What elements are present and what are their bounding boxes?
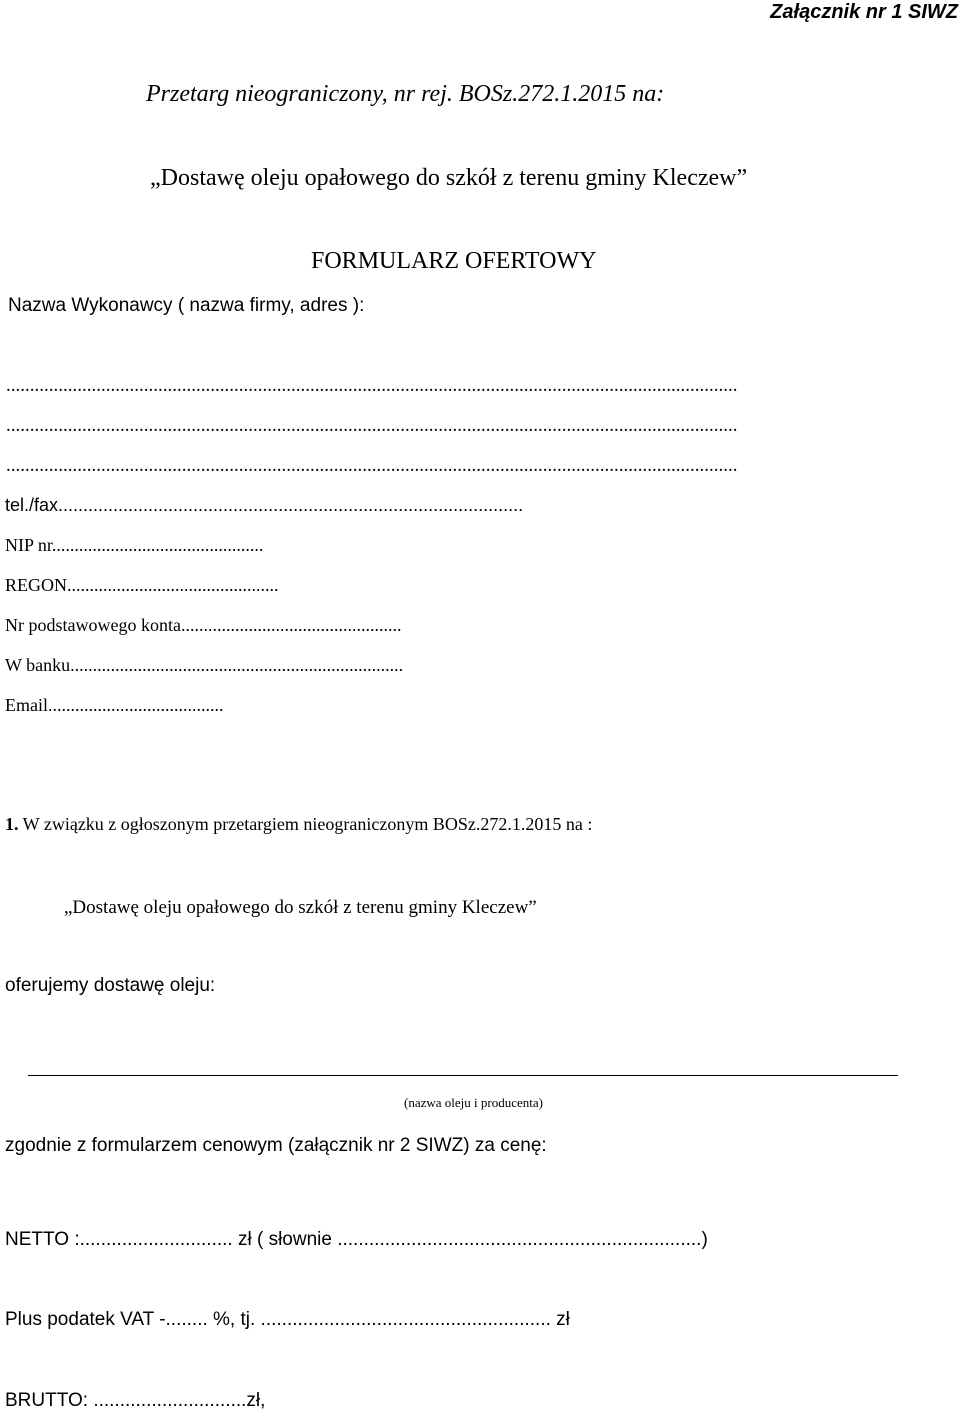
email-field: Email....................................... [5,695,224,715]
brutto-price-line: BRUTTO: .............................zł, [5,1390,266,1411]
contractor-address-line-2: .......................................................................................................................................................... [6,415,738,436]
oil-name-caption: (nazwa oleju i producenta) [404,1095,543,1110]
pricing-reference: zgodnie z formularzem cenowym (załącznik nr 2 SIWZ) za cenę: [5,1135,547,1156]
netto-price-line: NETTO :............................. zł ( słownie .....................................................................) [5,1229,708,1250]
attachment-label: Załącznik nr 1 SIWZ [770,1,958,23]
vat-line: Plus podatek VAT -........ %, tj. ....................................................... zł [5,1309,570,1330]
tender-subject: „Dostawę oleju opałowego do szkół z terenu gminy Kleczew” [150,165,748,191]
oil-name-blank-line [28,1075,898,1076]
declaration-line [5,815,592,833]
contractor-address-line-3: .......................................................................................................................................................... [6,455,738,476]
bank-account-field: Nr podstawowego konta................................................. [5,615,402,635]
tel-fax-field: tel./fax............................................................................................. [5,495,524,515]
regon-field: REGON............................................... [5,575,279,595]
offer-label: oferujemy dostawę oleju: [5,975,216,996]
contractor-name-label: Nazwa Wykonawcy ( nazwa firmy, adres ): [8,295,365,316]
declaration-text: W związku z ogłoszonym przetargiem nieograniczonym BOSz.272.1.2015 na : [18,814,593,834]
tender-subtitle: Przetarg nieograniczony, nr rej. BOSz.272.1.2015 na: [146,81,665,107]
declaration-number: 1. [5,814,19,834]
contractor-address-line-1: .......................................................................................................................................................... [6,375,738,396]
declaration-subject: „Dostawę oleju opałowego do szkół z terenu gminy Kleczew” [64,897,537,918]
nip-field: NIP nr............................................... [5,535,264,555]
form-title: FORMULARZ OFERTOWY [311,248,597,274]
bank-name-field: W banku.......................................................................... [5,655,404,675]
